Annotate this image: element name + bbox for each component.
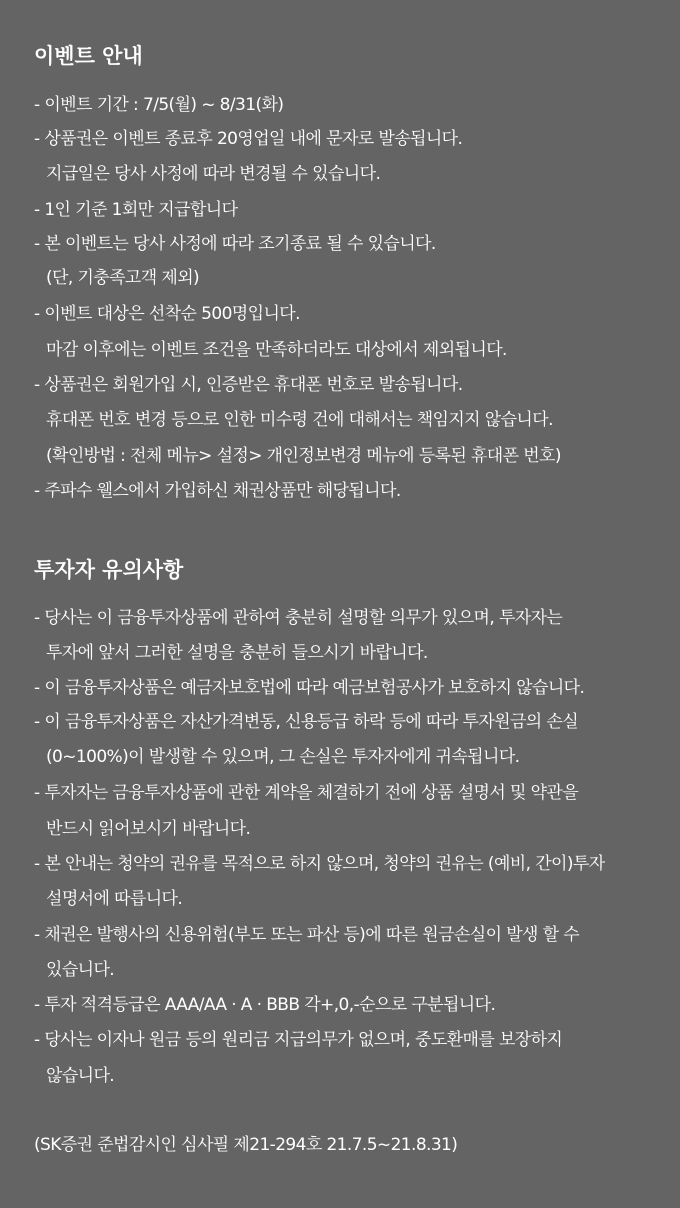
event-bond-only-line: - 주파수 웰스에서 가입하신 채권상품만 해당됩니다. [34,481,401,501]
investor-notice-line: - 당사는 이 금융투자상품에 관하여 충분히 설명할 의무가 있으며, 투자자는 [34,608,563,628]
event-voucher-send-line-cont: 지급일은 당사 사정에 따라 변경될 수 있습니다. [46,164,381,184]
investor-notice-line: - 당사는 이자나 원금 등의 원리금 지급의무가 없으며, 중도환매를 보장하지 [34,1030,563,1050]
event-voucher-send-line: - 상품권은 이벤트 종료후 20영업일 내에 문자로 발송됩니다. [34,129,463,149]
investor-notice-line: (0~100%)이 발생할 수 있으며, 그 손실은 투자자에게 귀속됩니다. [46,747,520,767]
investor-notice-line: - 채권은 발행사의 신용위험(부도 또는 파산 등)에 따른 원금손실이 발생 할 수 [34,925,580,945]
event-phone-check-line: (확인방법 : 전체 메뉴> 설정> 개인정보변경 메뉴에 등록된 휴대폰 번호) [46,446,561,466]
investor-notice-line: 반드시 읽어보시기 바랍니다. [46,819,251,839]
compliance-review-note: (SK증권 준법감시인 심사필 제21-294호 21.7.5~21.8.31) [34,1135,458,1155]
event-early-end-line: - 본 이벤트는 당사 사정에 따라 조기종료 될 수 있습니다. [34,234,436,254]
event-target-line-cont: 마감 이후에는 이벤트 조건을 만족하더라도 대상에서 제외됩니다. [46,340,507,360]
investor-notice-line: - 본 안내는 청약의 권유를 목적으로 하지 않으며, 청약의 권유는 (예비, 간이)투자 [34,854,605,874]
event-section-title: 이벤트 안내 [34,44,143,68]
investor-notice-line: - 투자자는 금융투자상품에 관한 계약을 체결하기 전에 상품 설명서 및 약관을 [34,783,579,803]
investor-section-title: 투자자 유의사항 [34,558,184,582]
event-target-line: - 이벤트 대상은 선착순 500명입니다. [34,304,300,324]
event-phone-send-line-cont: 휴대폰 번호 변경 등으로 인한 미수령 건에 대해서는 책임지지 않습니다. [46,410,553,430]
investor-notice-line: - 투자 적격등급은 AAA/AA · A · BBB 각+,0,-순으로 구분됩니다. [34,995,496,1015]
investor-notice-line: - 이 금융투자상품은 자산가격변동, 신용등급 하락 등에 따라 투자원금의 손실 [34,712,579,732]
event-early-end-line-cont: (단, 기충족고객 제외) [46,268,200,288]
investor-notice-line: 투자에 앞서 그러한 설명을 충분히 들으시기 바랍니다. [46,643,428,663]
investor-notice-line: 있습니다. [46,960,115,980]
investor-notice-line: - 이 금융투자상품은 예금자보호법에 따라 예금보험공사가 보호하지 않습니다. [34,678,585,698]
investor-notice-line: 않습니다. [46,1066,115,1086]
event-period-line: - 이벤트 기간 : 7/5(월) ~ 8/31(화) [34,95,284,115]
investor-notice-line: 설명서에 따릅니다. [46,889,183,909]
event-phone-send-line: - 상품권은 회원가입 시, 인증받은 휴대폰 번호로 발송됩니다. [34,375,463,395]
event-once-per-person-line: - 1인 기준 1회만 지급합니다 [34,200,238,220]
